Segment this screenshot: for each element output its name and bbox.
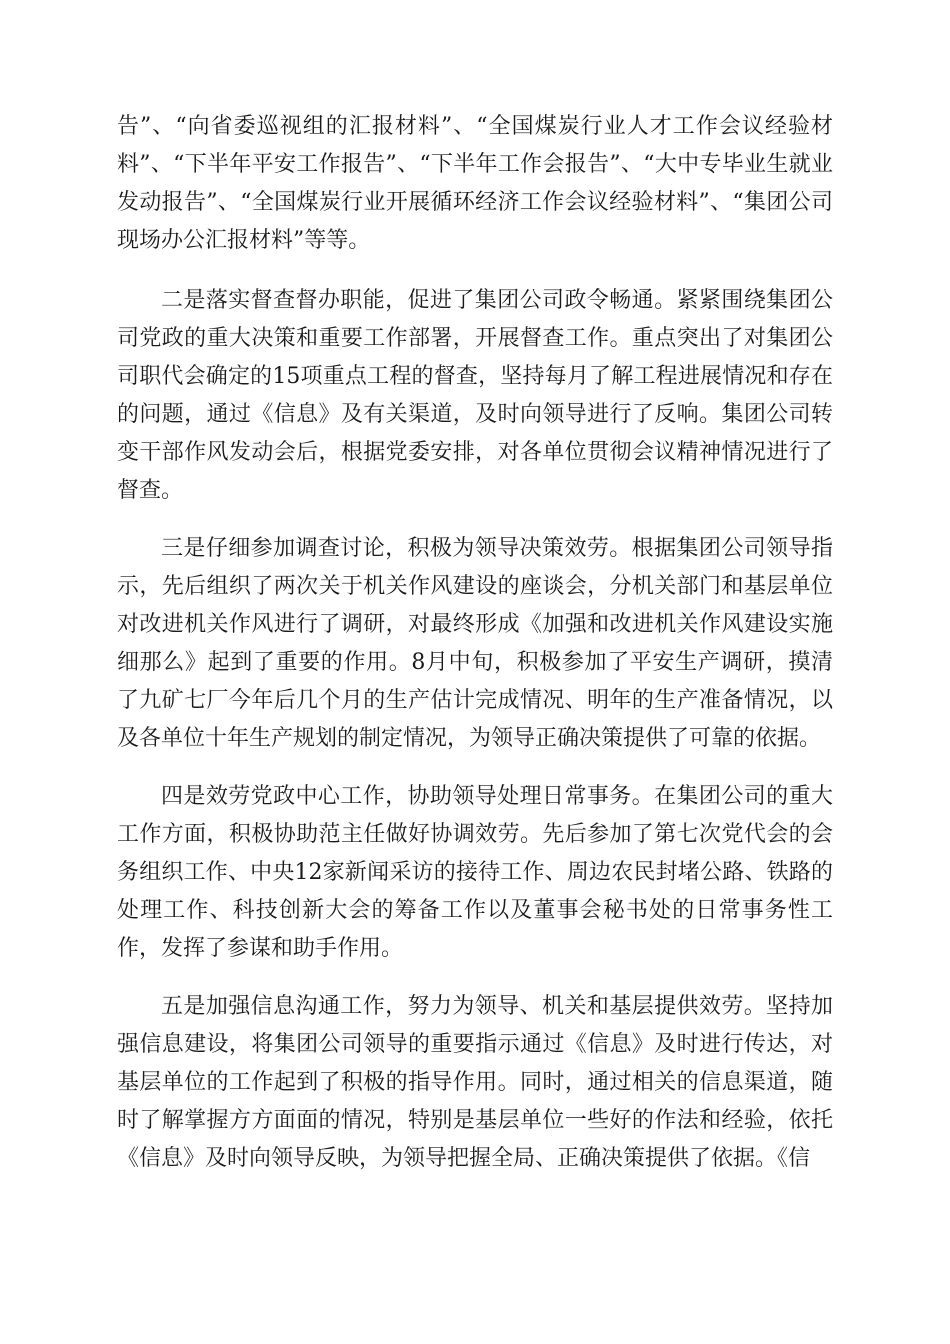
paragraph-information: 五是加强信息沟通工作，努力为领导、机关和基层提供效劳。坚持加强信息建设，将集团公司领导的重要指示通过《信息》及时进行传达，对基层单位的工作起到了积极的指导作用。同时，通过相关的信息渠道，随时了解掌握方方面面的情况，特别是基层单位一些好的作法和经验，依托《信息》及时向领导反映，为领导把握全局、正确决策提供了依据。《信 [117, 994, 833, 1171]
paragraph-supervision: 二是落实督查督办职能，促进了集团公司政令畅通。紧紧围绕集团公司党政的重大决策和重要工作部署，开展督查工作。重点突出了对集团公司职代会确定的15项重点工程的督查，坚持每月了解工程进展情况和存在的问题，通过《信息》及有关渠道，及时向领导进行了反响。集团公司转变干部作风发动会后，根据党委安排，对各单位贯彻会议精神情况进行了督查。 [117, 288, 833, 503]
paragraph-daily-affairs: 四是效劳党政中心工作，协助领导处理日常事务。在集团公司的重大工作方面，积极协助范主任做好协调效劳。先后参加了第七次党代会的会务组织工作、中央12家新闻采访的接待工作、周边农民封堵公路、铁路的处理工作、科技创新大会的筹备工作以及董事会秘书处的日常事务性工作，发挥了参谋和助手作用。 [117, 784, 833, 961]
document-body [117, 108, 833, 1198]
paragraph-continuation: 告”、“向省委巡视组的汇报材料”、“全国煤炭行业人才工作会议经验材料”、“下半年平安工作报告”、“下半年工作会报告”、“大中专毕业生就业发动报告”、“全国煤炭行业开展循环经济工作会议经验材料”、“集团公司现场办公汇报材料”等等。 [117, 114, 833, 253]
paragraph-research: 三是仔细参加调查讨论，积极为领导决策效劳。根据集团公司领导指示，先后组织了两次关于机关作风建设的座谈会，分机关部门和基层单位对改进机关作风进行了调研，对最终形成《加强和改进机关作风建设实施细那么》起到了重要的作用。8月中旬，积极参加了平安生产调研，摸清了九矿七厂今年后几个月的生产估计完成情况、明年的生产准备情况，以及各单位十年生产规划的制定情况，为领导正确决策提供了可靠的依据。 [117, 536, 833, 751]
